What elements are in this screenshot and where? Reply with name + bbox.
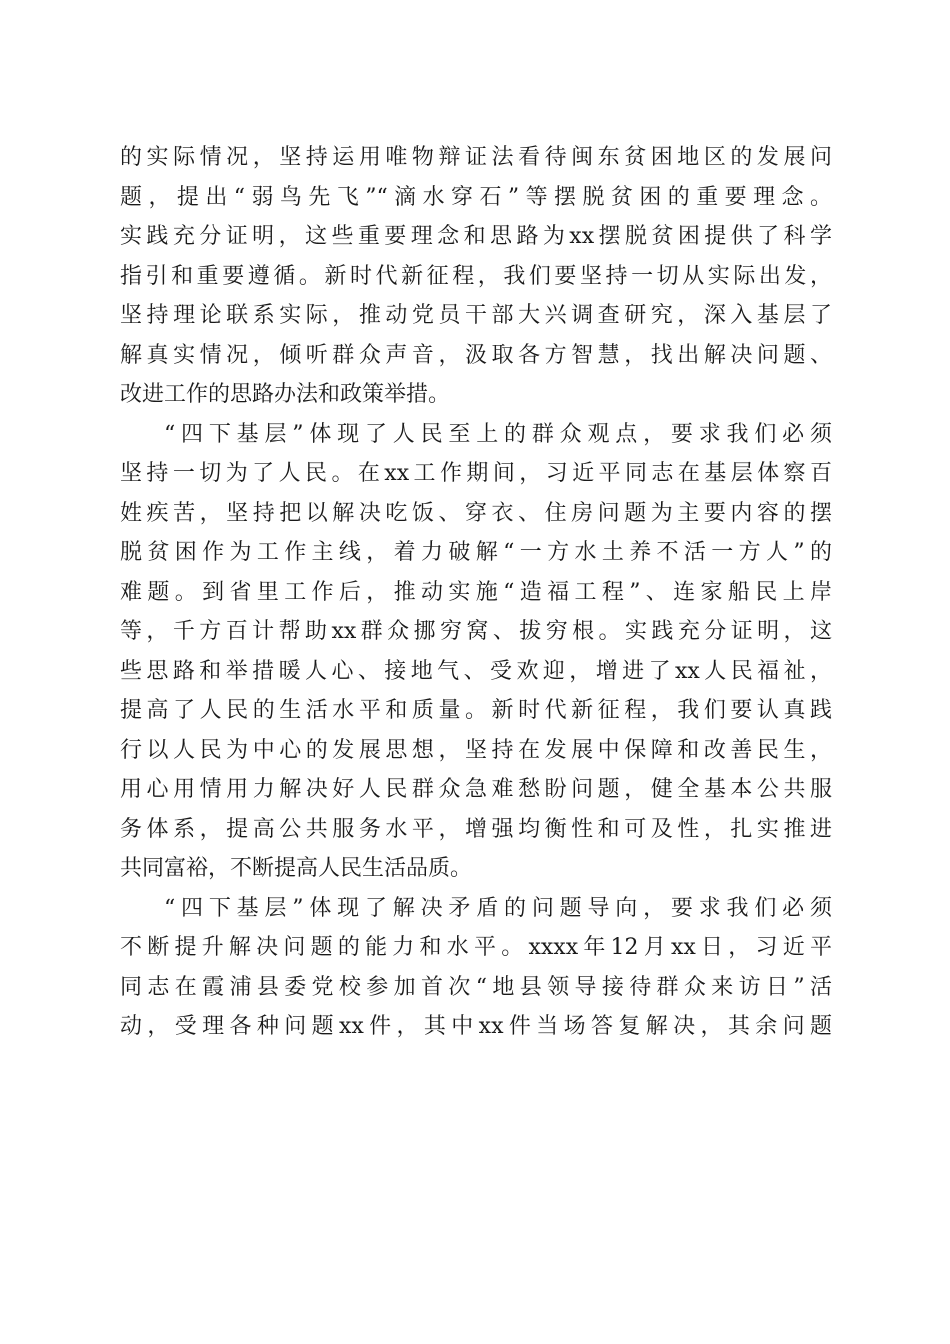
- text-line: 的实际情况，坚持运用唯物辩证法看待闽东贫困地区的发展问: [120, 145, 832, 170]
- text-line: 行以人民为中心的发展思想，坚持在发展中保障和改善民生，: [120, 737, 832, 763]
- text-line: 提高了人民的生活水平和质量。新时代新征程，我们要认真践: [120, 698, 832, 723]
- text-line: 改进工作的思路办法和政策举措。: [120, 382, 451, 407]
- text-line: “四下基层”体现了解决矛盾的问题导向，要求我们必须: [164, 895, 832, 921]
- text-line: 务体系，提高公共服务水平，增强均衡性和可及性，扎实推进: [120, 816, 832, 842]
- text-line: 坚持理论联系实际，推动党员干部大兴调查研究，深入基层了: [120, 303, 832, 328]
- text-line: 用心用情用力解决好人民群众急难愁盼问题，健全基本公共服: [120, 777, 832, 802]
- text-line: 些思路和举措暖人心、接地气、受欢迎，增进了xx人民福祉，: [120, 658, 832, 684]
- body-text: [120, 138, 832, 1047]
- text-line: 指引和重要遵循。新时代新征程，我们要坚持一切从实际出发，: [120, 263, 832, 289]
- text-line: 不断提升解决问题的能力和水平。xxxx年12月xx日，习近平: [120, 935, 832, 960]
- text-line: 实践充分证明，这些重要理念和思路为xx摆脱贫困提供了科学: [120, 224, 832, 249]
- text-line: 脱贫困作为工作主线，着力破解“一方水土养不活一方人”的: [120, 540, 832, 565]
- text-line: 动，受理各种问题xx件，其中xx件当场答复解决，其余问题: [120, 1014, 832, 1039]
- text-line: 题，提出“弱鸟先飞”“滴水穿石”等摆脱贫困的重要理念。: [120, 184, 832, 210]
- text-line: 等，千方百计帮助xx群众挪穷窝、拔穷根。实践充分证明，这: [120, 619, 832, 644]
- text-line: “四下基层”体现了人民至上的群众观点，要求我们必须: [164, 421, 832, 447]
- text-line: 难题。到省里工作后，推动实施“造福工程”、连家船民上岸: [120, 579, 832, 605]
- text-line: 坚持一切为了人民。在xx工作期间，习近平同志在基层体察百: [120, 461, 832, 486]
- text-line: 共同富裕，不断提高人民生活品质。: [120, 856, 473, 881]
- text-line: 姓疾苦，坚持把以解决吃饭、穿衣、住房问题为主要内容的摆: [120, 500, 832, 526]
- text-line: 解真实情况，倾听群众声音，汲取各方智慧，找出解决问题、: [120, 342, 832, 368]
- text-line: 同志在霞浦县委党校参加首次“地县领导接待群众来访日”活: [120, 974, 832, 1000]
